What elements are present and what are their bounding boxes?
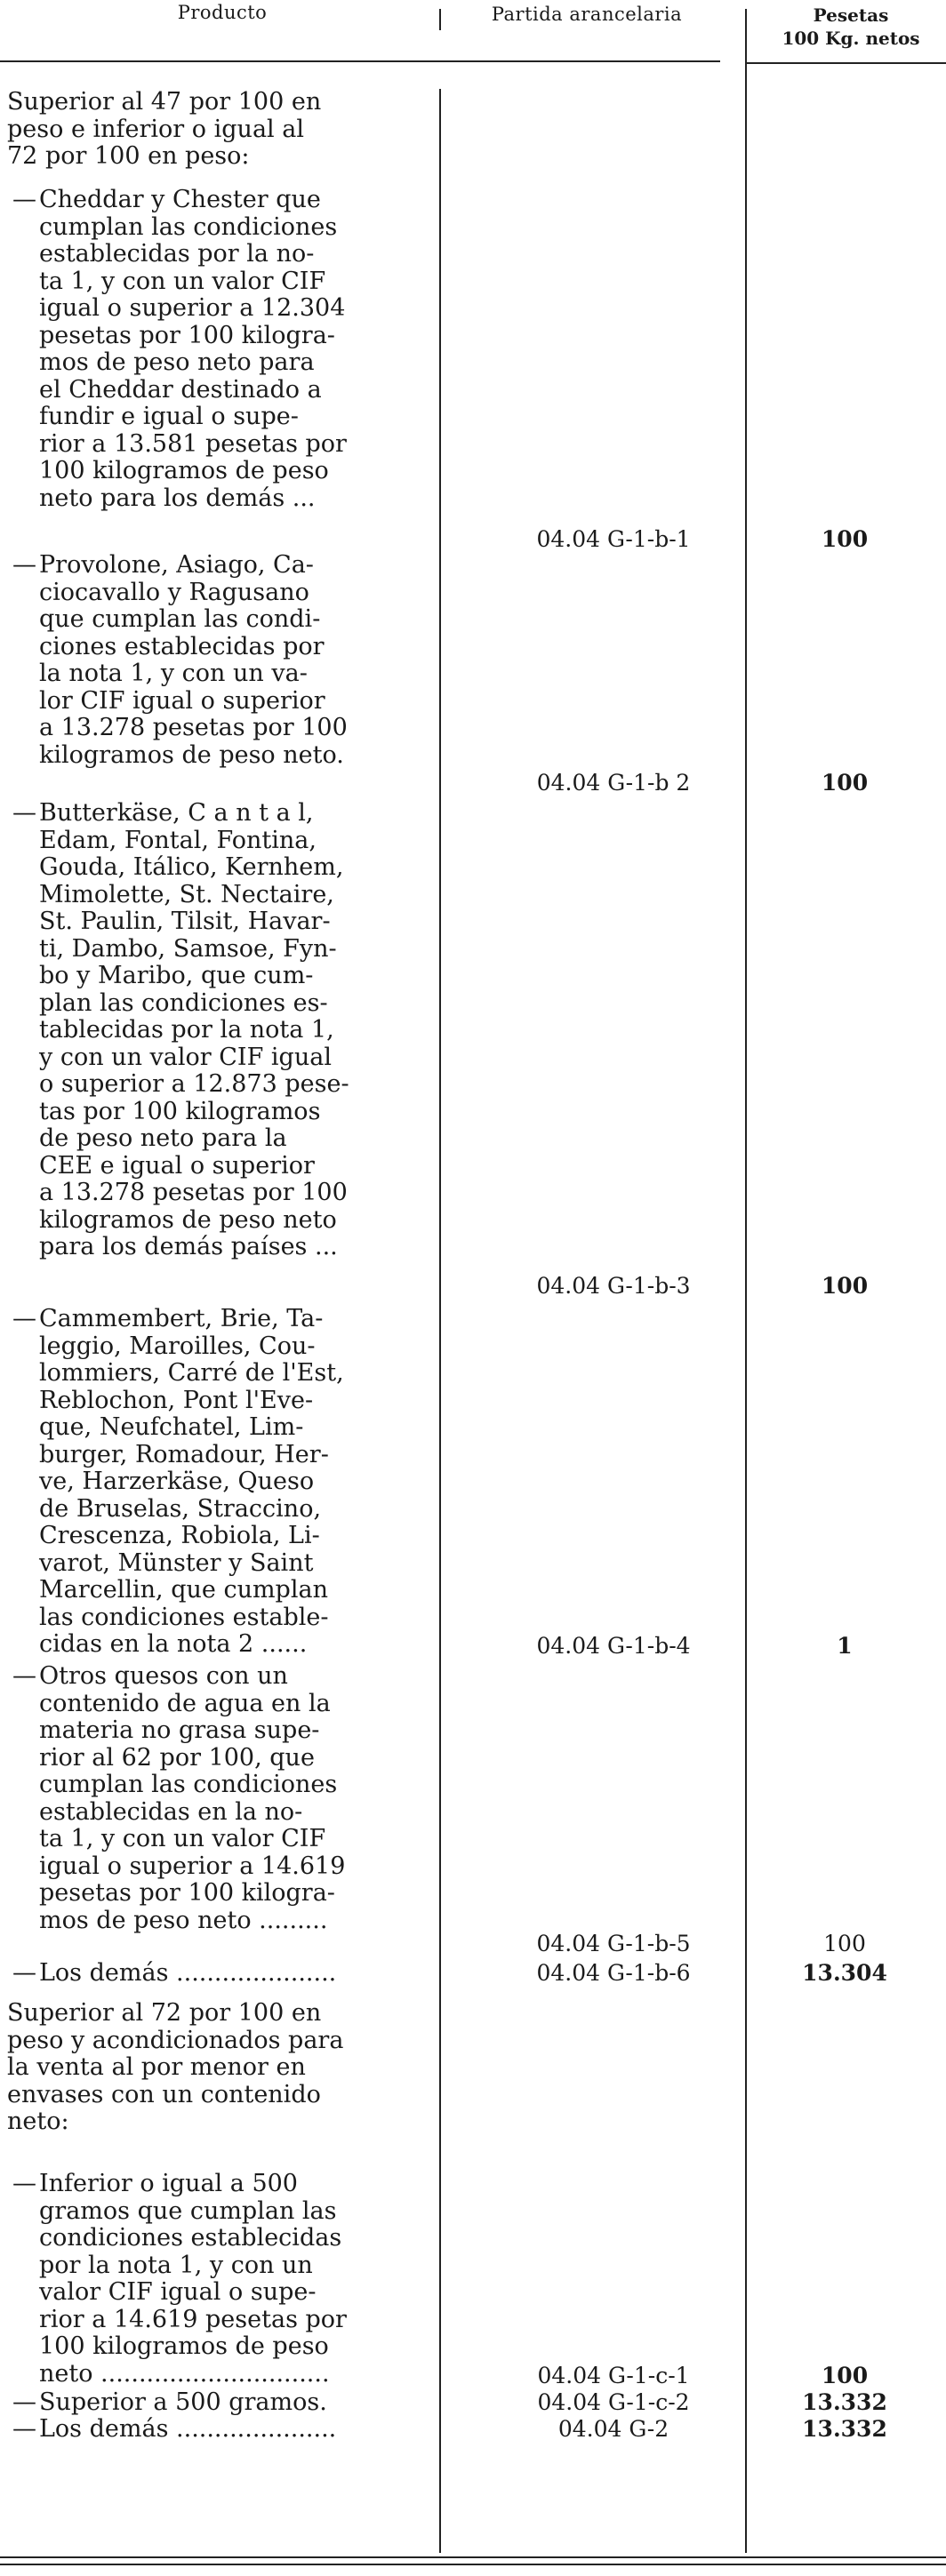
tariff-code: 04.04 G-1-b 2 xyxy=(536,770,691,796)
tariff-code: 04.04 G-1-b-4 xyxy=(536,1633,691,1659)
tariff-code: 04.04 G-1-b-6 xyxy=(536,1960,691,1986)
pesetas-value: 100 xyxy=(821,2363,869,2388)
header-rule-left xyxy=(0,60,720,62)
item-text-cammembert: Cammembert, Brie, Ta- leggio, Maroilles, Cou- lommiers, Carré de l'Est, Reblochon, Pont l'Eve- que, Neufchatel, Lim- burger, Romadour, Her- ve, Harzerkäse, Queso de Bruselas, Straccino, Crescenza, Robiola, Li- varot, Münster y Saint Marcellin, que cumplan las condiciones estable- cidas en la nota 2 ...... xyxy=(39,1305,344,1658)
header-pesetas xyxy=(756,4,946,50)
item-text-cheddar: Cheddar y Chester que cumplan las condiciones establecidas por la no- ta 1, y con un valor CIF igual o superior a 12.304 pesetas por 100 kilogra- mos de peso neto para el Cheddar destinado a fundir e igual o supe- rior a 13.581 pesetas por 100 kilogramos de peso neto para los demás ... xyxy=(39,186,347,512)
pesetas-value: 100 xyxy=(823,1931,866,1956)
item-dash: — xyxy=(12,2415,36,2443)
section-heading-72-retail: Superior al 72 por 100 en peso y acondicionados para la venta al por menor en envases con un contenido neto: xyxy=(7,1999,344,2135)
item-text-otros-quesos: Otros quesos con un contenido de agua en la materia no grasa supe- rior al 62 por 100, que cumplan las condiciones establecidas en la no- ta 1, y con un valor CIF igual o superior a 14.619 pesetas por 100 kilogra- mos de peso neto ......... xyxy=(39,1662,346,1934)
tariff-code: 04.04 G-1-c-2 xyxy=(537,2389,690,2415)
tariff-code: 04.04 G-1-b-3 xyxy=(536,1273,691,1299)
header-pesetas-line1: Pesetas xyxy=(813,4,889,26)
tariff-code: 04.04 G-1-b-1 xyxy=(536,526,691,552)
pesetas-value: 1 xyxy=(837,1633,853,1659)
item-text-los-demas-2: Los demás ..................... xyxy=(39,2415,337,2443)
item-text-butterkase: Butterkäse, C a n t a l, Edam, Fontal, Fontina, Gouda, Itálico, Kernhem, Mimolette, St. Nectaire, St. Paulin, Tilsit, Havar- ti, Dambo, Samsoe, Fyn- bo y Maribo, que cum- plan las condiciones es- tablecidas por la nota 1, y con un valor CIF igual o superior a 12.873 pese- tas por 100 kilogramos de peso neto para la CEE e igual o superior a 13.278 pesetas por 100 kilogramos de peso neto para los demás países ... xyxy=(39,799,349,1260)
tariff-code: 04.04 G-1-b-5 xyxy=(536,1931,691,1956)
item-text-los-demas: Los demás ..................... xyxy=(39,1959,337,1987)
item-text-superior-500: Superior a 500 gramos. xyxy=(39,2388,327,2416)
item-dash: — xyxy=(12,2388,36,2416)
item-dash: — xyxy=(12,551,36,579)
tariff-code: 04.04 G-1-c-1 xyxy=(537,2363,690,2388)
pesetas-value: 100 xyxy=(821,770,869,796)
tariff-code: 04.04 G-2 xyxy=(557,2416,669,2442)
item-text-provolone: Provolone, Asiago, Ca- ciocavallo y Ragusano que cumplan las condi- ciones establecidas por la nota 1, y con un va- lor CIF igual o superior a 13.278 pesetas por 100 kilogramos de peso neto. xyxy=(39,551,348,769)
footer-rule-1 xyxy=(0,2556,946,2558)
item-dash: — xyxy=(12,799,36,827)
header-rule-right xyxy=(747,62,946,64)
pesetas-value: 100 xyxy=(821,1273,869,1299)
column-divider-left xyxy=(439,89,441,2553)
item-dash: — xyxy=(12,1662,36,1690)
header-pesetas-line2: 100 Kg. netos xyxy=(782,28,920,49)
footer-rule-2 xyxy=(0,2564,946,2565)
pesetas-value: 13.304 xyxy=(802,1960,887,1986)
pesetas-value: 100 xyxy=(821,526,869,552)
column-divider-right xyxy=(745,9,747,2553)
pesetas-value: 13.332 xyxy=(802,2416,887,2442)
header-partida-arancelaria: Partida arancelaria xyxy=(491,4,683,25)
header-producto: Producto xyxy=(177,2,268,23)
item-dash: — xyxy=(12,1959,36,1987)
column-divider-left-top xyxy=(439,9,441,30)
item-dash: — xyxy=(12,186,36,213)
item-dash: — xyxy=(12,2170,36,2197)
item-text-inferior-500: Inferior o igual a 500 gramos que cumplan las condiciones establecidas por la nota 1, y con un valor CIF igual o supe- rior a 14.619 pesetas por 100 kilogramos de peso neto .............................. xyxy=(39,2170,347,2388)
pesetas-value: 13.332 xyxy=(802,2389,887,2415)
section-heading-47-72: Superior al 47 por 100 en peso e inferior o igual al 72 por 100 en peso: xyxy=(7,88,322,170)
item-dash: — xyxy=(12,1305,36,1332)
